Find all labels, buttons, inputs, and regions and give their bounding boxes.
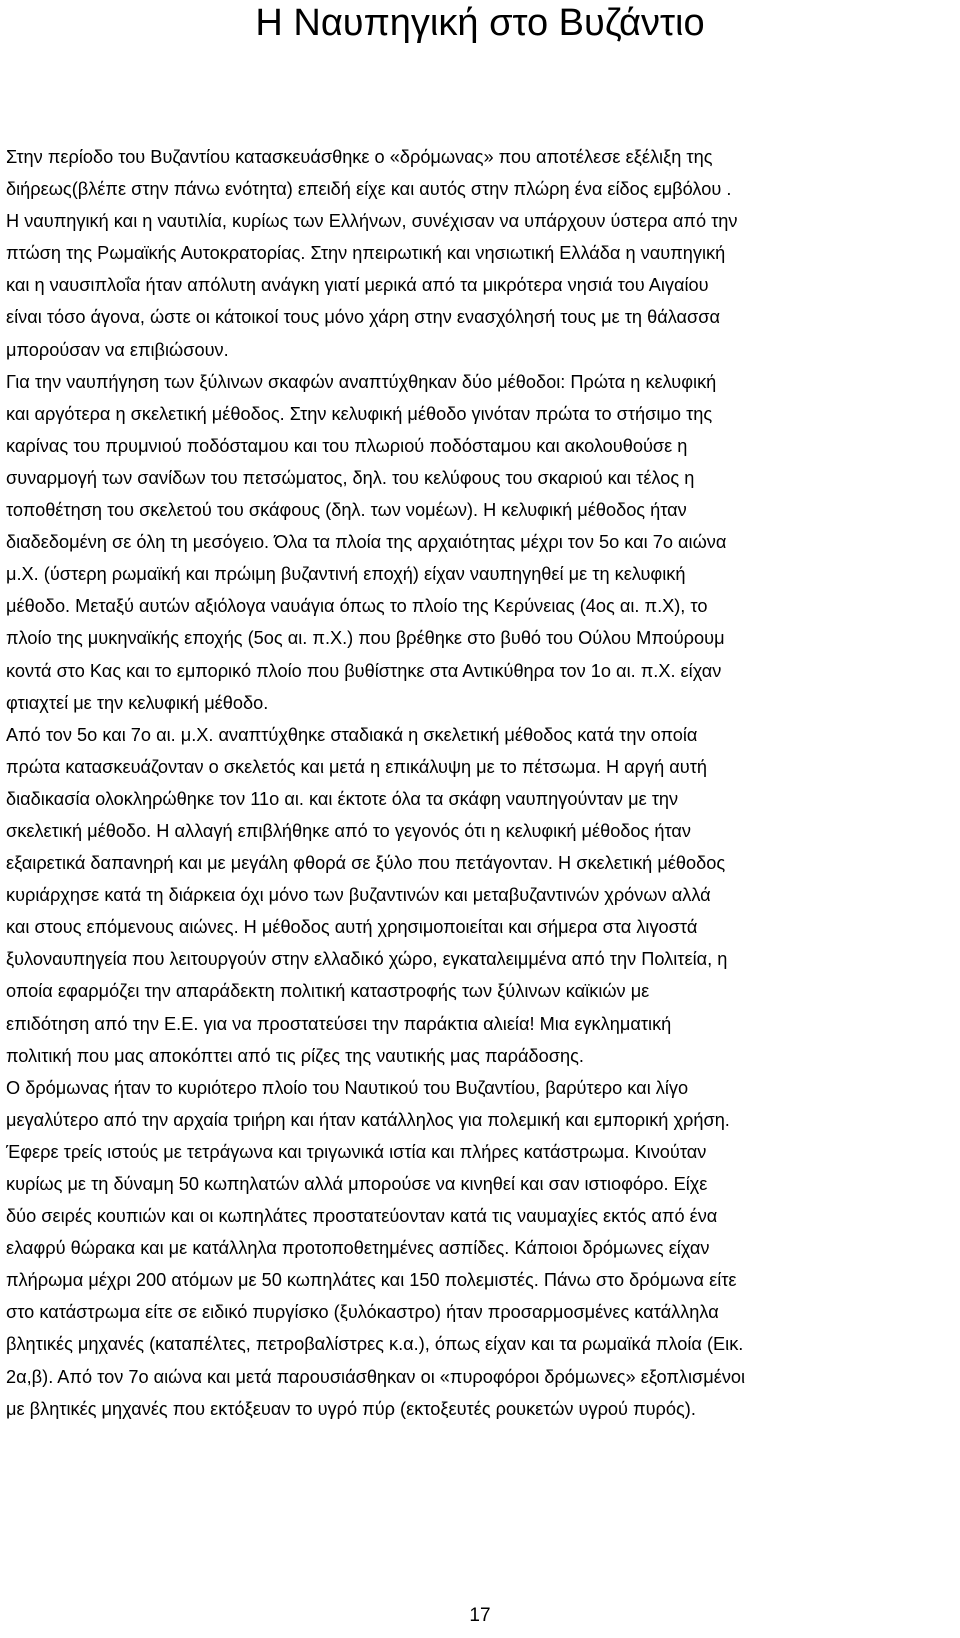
text-line: κυριάρχησε κατά τη διάρκεια όχι μόνο των βυζαντινών και μεταβυζαντινών χρόνων αλλά (6, 885, 711, 906)
text-line: και αργότερα η σκελετική μέθοδος. Στην κελυφική μέθοδο γινόταν πρώτα το στήσιμο της (6, 403, 713, 424)
text-line: είναι τόσο άγονα, ώστε οι κάτοικοί τους μόνο χάρη στην ενασχόλησή τους με τη θάλασσα (6, 307, 721, 328)
text-line: εξαιρετικά δαπανηρή και με μεγάλη φθορά σε ξύλο που πετάγονταν. Η σκελετική μέθοδος (6, 853, 726, 874)
text-line: φτιαχτεί με την κελυφική μέθοδο. (6, 692, 269, 713)
text-line: πλοίο της μυκηναϊκής εποχής (5ος αι. π.Χ.) που βρέθηκε στο βυθό του Ούλου Μπούρουμ (6, 628, 725, 649)
text-line: διαδεδομένη σε όλη τη μεσόγειο. Όλα τα πλοία της αρχαιότητας μέχρι τον 5ο και 7ο αιώνα (6, 532, 727, 553)
page-title: Η Ναυπηγική στο Βυζάντιο (255, 2, 705, 44)
text-line: μεγαλύτερο από την αρχαία τριήρη και ήταν κατάλληλος για πολεμική και εμπορική χρήση. (6, 1109, 730, 1130)
text-line: πλήρωμα μέχρι 200 ατόμων με 50 κωπηλάτες και 150 πολεμιστές. Πάνω στο δρόμωνα είτε (6, 1270, 737, 1291)
text-line: και στους επόμενους αιώνες. Η μέθοδος αυτή χρησιμοποιείται και σήμερα στα λιγοστά (6, 917, 698, 938)
text-line: Η ναυπηγική και η ναυτιλία, κυρίως των Ελλήνων, συνέχισαν να υπάρχουν ύστερα από την (6, 211, 738, 232)
text-line: πρώτα κατασκευάζονταν ο σκελετός και μετά η επικάλυψη με το πέτσωμα. Η αργή αυτή (6, 756, 708, 777)
text-line: Για την ναυπήγηση των ξύλινων σκαφών αναπτύχθηκαν δύο μέθοδοι: Πρώτα η κελυφική (6, 371, 717, 392)
text-line (6, 1425, 956, 1457)
text-line: κοντά στο Κας και το εμπορικό πλοίο που βυθίστηκε στα Αντικύθηρα τον 1ο αι. π.Χ. είχαν (6, 660, 722, 681)
text-line: Στην περίοδο του Βυζαντίου κατασκευάσθηκε ο «δρόμωνας» που αποτέλεσε εξέλιξη της (6, 147, 713, 167)
text-line: στο κατάστρωμα είτε σε ειδικό πυργίσκο (ξυλόκαστρο) ήταν προσαρμοσμένες κατάλληλα (6, 1302, 719, 1323)
text-line: συναρμογή των σανίδων του πετσώματος, δηλ. του κελύφους του σκαριού και τέλος η (6, 467, 695, 488)
text-line: μέθοδο. Μεταξύ αυτών αξιόλογα ναυάγια όπως το πλοίο της Κερύνειας (4ος αι. π.Χ), το (6, 596, 708, 617)
text-line: μ.Χ. (ύστερη ρωμαϊκή και πρώιμη βυζαντινή εποχή) είχαν ναυπηγηθεί με τη κελυφική (6, 564, 686, 585)
text-line: πτώση της Ρωμαϊκής Αυτοκρατορίας. Στην ηπειρωτική και νησιωτική Ελλάδα η ναυπηγική (6, 243, 726, 264)
text-line: Από τον 5ο και 7ο αι. μ.Χ. αναπτύχθηκε σταδιακά η σκελετική μέθοδος κατά την οποία (6, 724, 698, 745)
text-line: δύο σειρές κουπιών και οι κωπηλάτες προστατεύονταν κατά τις ναυμαχίες εκτός από ένα (6, 1206, 718, 1227)
text-line: 2α,β). Από τον 7ο αιώνα και μετά παρουσιάσθηκαν οι «πυροφόροι δρόμωνες» εξοπλισμένοι (6, 1366, 746, 1387)
text-line: και η ναυσιπλοΐα ήταν απόλυτη ανάγκη γιατί μερικά από τα μικρότερα νησιά του Αιγαίου (6, 275, 709, 296)
text-line: πολιτική που μας αποκόπτει από τις ρίζες της ναυτικής μας παράδοσης. (6, 1045, 584, 1066)
text-line: τοποθέτηση του σκελετού του σκάφους (δηλ. των νομέων). Η κελυφική μέθοδος ήταν (6, 500, 687, 521)
text-line: επιδότηση από την Ε.Ε. για να προστατεύσει την παράκτια αλιεία! Μια εγκληματική (6, 1013, 672, 1034)
text-line: ξυλοναυπηγεία που λειτουργούν στην ελλαδικό χώρο, εγκαταλειμμένα από την Πολιτεία, η (6, 949, 728, 970)
text-line: βλητικές μηχανές (καταπέλτες, πετροβαλίστρες κ.α.), όπως είχαν και τα ρωμαϊκά πλοία (Εικ. (6, 1334, 744, 1355)
text-line: Έφερε τρείς ιστούς με τετράγωνα και τριγωνικά ιστία και πλήρες κατάστρωμα. Κινούταν (6, 1141, 707, 1162)
text-line: με βλητικές μηχανές που εκτόξευαν το υγρό πύρ (εκτοξευτές ρουκετών υγρού πυρός). (6, 1398, 696, 1419)
text-line: καρίνας του πρυμνιού ποδόσταμου και του πλωριού ποδόσταμου και ακολουθούσε η (6, 435, 688, 456)
body-text (6, 141, 956, 1457)
text-line: κυρίως με τη δύναμη 50 κωπηλατών αλλά μπορούσε να κινηθεί και σαν ιστιοφόρο. Είχε (6, 1174, 708, 1194)
text-line: οποία εφαρμόζει την απαράδεκτη πολιτική καταστροφής των ξύλινων καϊκιών με (6, 981, 650, 1002)
page-number: 17 (469, 1605, 491, 1626)
text-line: ελαφρύ θώρακα και με κατάλληλα προτοποθετημένες ασπίδες. Κάποιοι δρόμωνες είχαν (6, 1238, 710, 1259)
text-line: διαδικασία ολοκληρώθηκε τον 11ο αι. και έκτοτε όλα τα σκάφη ναυπηγούνταν με την (6, 788, 679, 809)
text-line: διήρεως(βλέπε στην πάνω ενότητα) επειδή είχε και αυτός στην πλώρη ένα είδος εμβόλου . (6, 179, 732, 200)
text-line: σκελετική μέθοδο. Η αλλαγή επιβλήθηκε από το γεγονός ότι η κελυφική μέθοδος ήταν (6, 820, 692, 841)
text-line: μπορούσαν να επιβιώσουν. (6, 339, 229, 360)
text-line: Ο δρόμωνας ήταν το κυριότερο πλοίο του Ναυτικού του Βυζαντίου, βαρύτερο και λίγο (6, 1077, 689, 1098)
